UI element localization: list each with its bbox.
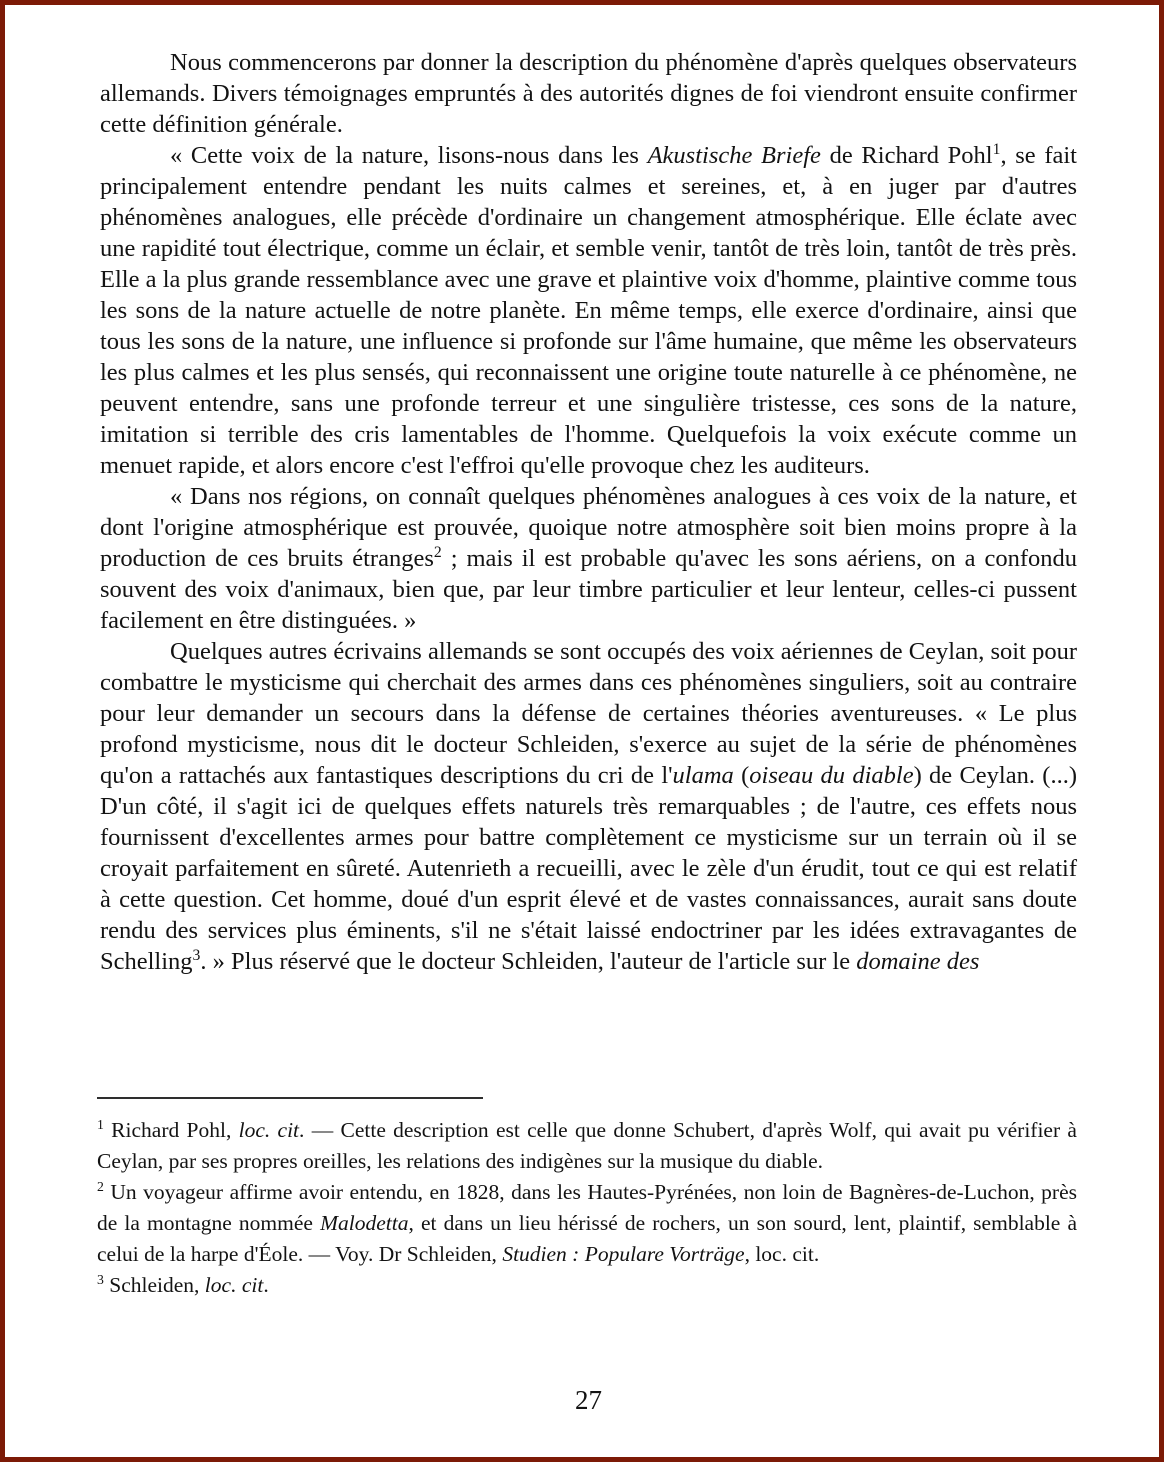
page-number: 27 xyxy=(575,1385,602,1415)
footnote-3: $^3$ Schleiden, loc. cit. xyxy=(97,1271,269,1297)
footnote-2: $^2$ Un voyageur affirme avoir entendu, en 1828, dans les Hautes-Pyrénées, non loin de Bagnères-de-Luchon, près de la montagne nommée Malodetta, et dans un lieu hérissé de rochers, un son sourd, lent, plaintif, semblable à celui de la harpe d'Éole. — Voy. Dr Schleiden, Studien : Populare Vorträge, loc. cit. xyxy=(97,1178,1078,1266)
body-paragraph-4: Quelques autres écrivains allemands se sont occupés des voix aériennes de Ceylan, soit pour combattre le mysticisme qui cherchait des armes dans ces phénomènes singuliers, soit au contraire pour leur demander un secours dans la défense de certaines théories aventureuses. « Le plus profond mysticisme, nous dit le docteur Schleiden, s'exerce au sujet de la série de phénomènes qu'on a rattachés aux fantastiques descriptions du cri de l'ulama (oiseau du diable) de Ceylan. (...) D'un côté, il s'agit ici de quelques effets naturels très remarquables ; de l'autre, ces effets nous fournissent d'excellentes armes pour battre complètement ce mysticisme sur un terrain où il se croyait parfaitement en sûreté. Autenrieth a recueilli, avec le zèle d'un érudit, tout ce qui est relatif à cette question. Cet homme, doué d'un esprit élevé et de vastes connaissances, aurait sans doute rendu des services plus éminents, s'il ne s'était laissé endoctriner par les idées extravagantes de Schelling$^3$. » Plus réservé que le docteur Schleiden, l'auteur de l'article sur le domaine des xyxy=(100,638,1077,975)
body-paragraph-1: Nous commencerons par donner la description du phénomène d'après quelques observateurs allemands. Divers témoignages empruntés à des autorités dignes de foi viendront ensuite confirmer cette définition générale. xyxy=(100,49,1077,138)
body-paragraph-3: « Dans nos régions, on connaît quelques phénomènes analogues à ces voix de la nature, et dont l'origine atmosphérique est prouvée, quoique notre atmosphère soit bien moins propre à la production de ces bruits étranges$^2$ ; mais il est probable qu'avec les sons aériens, on a confondu souvent des voix d'animaux, bien que, par leur timbre particulier et leur lenteur, celles-ci pussent facilement en être distinguées. » xyxy=(100,483,1077,634)
body-paragraph-2: « Cette voix de la nature, lisons-nous dans les Akustische Briefe de Richard Pohl$^1$, se fait principalement entendre pendant les nuits calmes et sereines, et, à en juger par d'autres phénomènes analogues, elle précède d'ordinaire un changement atmosphérique. Elle éclate avec une rapidité tout électrique, comme un éclair, et semble venir, tantôt de très loin, tantôt de très près. Elle a la plus grande ressemblance avec une grave et plaintive voix d'homme, plaintive comme tous les sons de la nature actuelle de notre planète. En même temps, elle exerce d'ordinaire, ainsi que tous les sons de la nature, une influence si profonde sur l'âme humaine, que même les observateurs les plus calmes et les plus sensés, qui reconnaissent une origine toute naturelle à ce phénomène, ne peuvent entendre, sans une profonde terreur et une singulière tristesse, ces sons de la nature, imitation si terrible des cris lamentables de l'homme. Quelquefois la voix exécute comme un menuet rapide, et alors encore c'est l'effroi qu'elle provoque chez les auditeurs. xyxy=(100,140,1077,479)
footnote-1: $^1$ Richard Pohl, loc. cit. — Cette description est celle que donne Schubert, d'après Wolf, qui avait pu vérifier à Ceylan, par ses propres oreilles, les relations des indigènes sur la musique du diable. xyxy=(97,1116,1077,1173)
footnotes-section xyxy=(97,1097,1077,1301)
footnote-separator-rule xyxy=(97,1097,483,1099)
body-text-column xyxy=(100,47,1077,977)
